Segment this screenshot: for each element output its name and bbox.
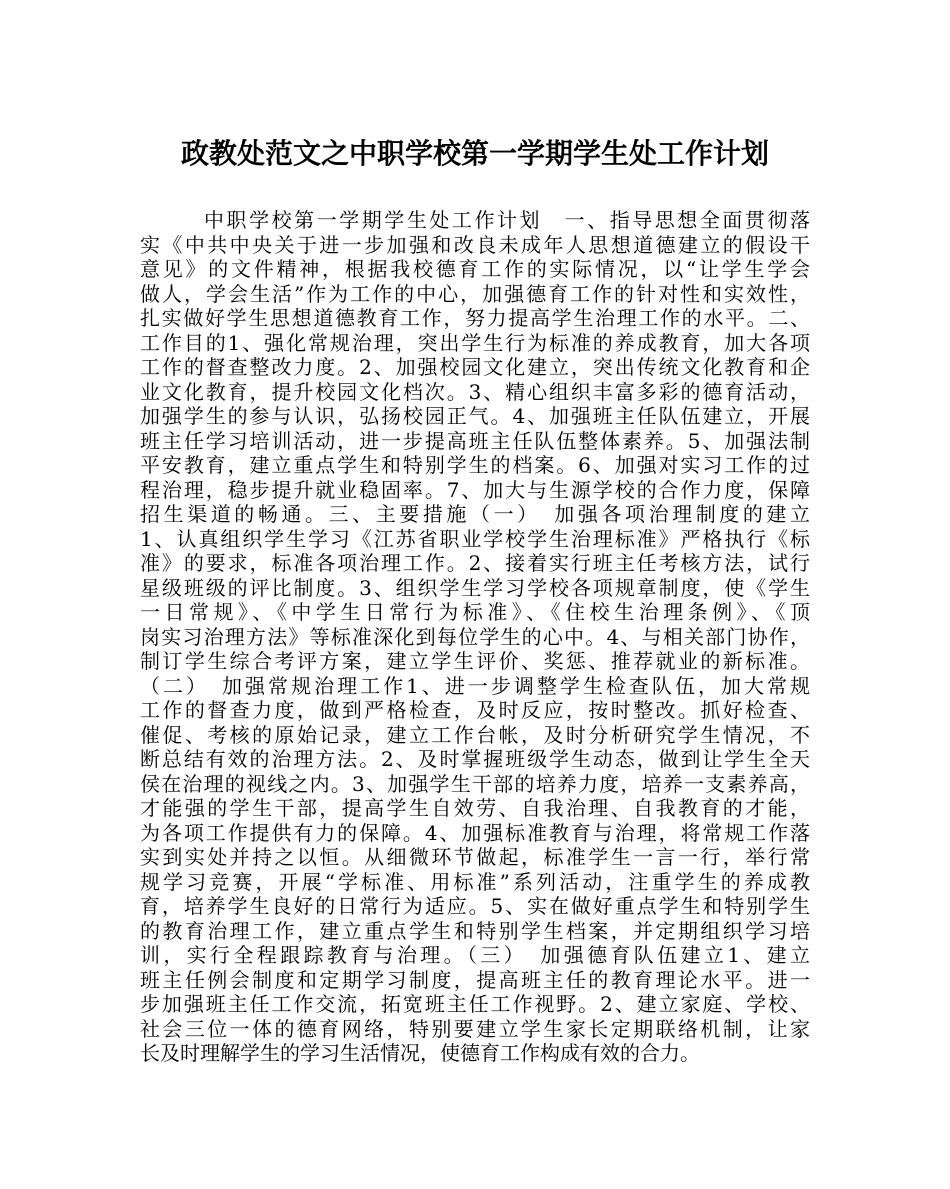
body-line: 规学习竞赛，开展“学标准、用标准”系列活动，注重学生的养成教 — [140, 869, 810, 894]
body-line: 实到实处并持之以恒。从细微环节做起，标准学生一言一行，举行常 — [140, 845, 810, 869]
body-line: 训，实行全程跟踪教育与治理。（三） 加强德育队伍建立1、建立 — [140, 943, 810, 967]
body-line: 平安教育，建立重点学生和特别学生的档案。6、加强对实习工作的过 — [140, 453, 810, 477]
body-line: 班主任学习培训活动，进一步提高班主任队伍整体素养。5、加强法制 — [140, 428, 810, 453]
body-line: 侯在治理的视线之内。3、加强学生干部的培养力度，培养一支素养高， — [140, 771, 810, 796]
body-line: 实《中共中央关于进一步加强和改良未成年人思想道德建立的假设干 — [140, 232, 810, 257]
body-line: 制订学生综合考评方案，建立学生评价、奖惩、推荐就业的新标准。 — [140, 649, 810, 673]
body-line: 断总结有效的治理方法。2、及时掌握班级学生动态，做到让学生全天 — [140, 747, 810, 771]
body-line: 1、认真组织学生学习《江苏省职业学校学生治理标准》严格执行《标 — [140, 526, 810, 551]
body-line: 意见》的文件精神，根据我校德育工作的实际情况，以“让学生学会 — [140, 257, 810, 281]
body-line: （二） 加强常规治理工作1、进一步调整学生检查队伍，加大常规 — [140, 673, 810, 698]
body-line: 中职学校第一学期学生处工作计划 一、指导思想全面贯彻落 — [204, 208, 810, 232]
body-line: 加强学生的参与认识，弘扬校园正气。4、加强班主任队伍建立，开展 — [140, 404, 810, 428]
body-line: 的教育治理工作，建立重点学生和特别学生档案，并定期组织学习培 — [140, 918, 810, 943]
body-line: 班主任例会制度和定期学习制度，提高班主任的教育理论水平。进一 — [140, 967, 810, 992]
body-line: 一日常规》、《中学生日常行为标准》、《住校生治理条例》、《顶 — [140, 600, 810, 624]
body-line: 扎实做好学生思想道德教育工作，努力提高学生治理工作的水平。二、 — [140, 306, 810, 330]
body-line: 业文化教育，提升校园文化档次。3、精心组织丰富多彩的德育活动， — [140, 379, 810, 404]
body-line: 程治理，稳步提升就业稳固率。7、加大与生源学校的合作力度，保障 — [140, 477, 810, 502]
body-line: 才能强的学生干部，提高学生自效劳、自我治理、自我教育的才能， — [140, 796, 810, 820]
body-line: 做人，学会生活”作为工作的中心，加强德育工作的针对性和实效性， — [140, 281, 810, 306]
body-line: 步加强班主任工作交流，拓宽班主任工作视野。2、建立家庭、学校、 — [140, 992, 810, 1016]
document-body — [140, 208, 810, 1066]
body-line: 社会三位一体的德育网络，特别要建立学生家长定期联络机制，让家 — [140, 1016, 810, 1041]
body-line: 工作的督查力度，做到严格检查，及时反应，按时整改。抓好检查、 — [140, 698, 810, 722]
body-line: 星级班级的评比制度。3、组织学生学习学校各项规章制度，使《学生 — [140, 575, 810, 600]
body-line: 工作目的1、强化常规治理，突出学生行为标准的养成教育，加大各项 — [140, 330, 810, 355]
document-title: 政教处范文之中职学校第一学期学生处工作计划 — [180, 137, 769, 170]
body-line: 招生渠道的畅通。三、主要措施（一） 加强各项治理制度的建立 — [140, 502, 810, 526]
body-line: 长及时理解学生的学习生活情况，使德育工作构成有效的合力。 — [140, 1041, 700, 1065]
body-line: 准》的要求，标准各项治理工作。2、接着实行班主任考核方法，试行 — [140, 551, 810, 575]
body-line: 育，培养学生良好的日常行为适应。5、实在做好重点学生和特别学生 — [140, 894, 810, 918]
body-line: 为各项工作提供有力的保障。4、加强标准教育与治理，将常规工作落 — [140, 820, 810, 845]
body-line: 催促、考核的原始记录，建立工作台帐，及时分析研究学生情况，不 — [140, 722, 810, 747]
body-line: 工作的督查整改力度。2、加强校园文化建立，突出传统文化教育和企 — [140, 355, 810, 379]
body-line: 岗实习治理方法》等标准深化到每位学生的心中。4、与相关部门协作， — [140, 624, 810, 649]
